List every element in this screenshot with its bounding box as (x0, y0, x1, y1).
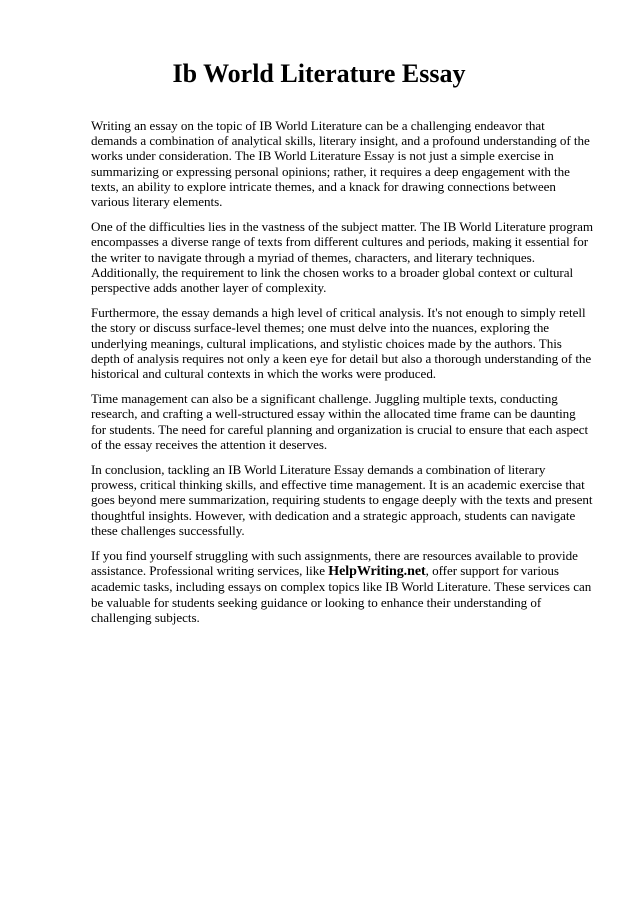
paragraph-resources (91, 548, 593, 625)
helpwriting-link[interactable]: HelpWriting.net (328, 564, 426, 580)
document-body (91, 118, 593, 635)
paragraph-difficulties: One of the difficulties lies in the vastness of the subject matter. The IB World Literature program encompasses a diverse range of texts from different cultures and periods, making it essential for the writer to navigate through a myriad of themes, characters, and literary techniques. Additionally, the requirement to link the chosen works to a broader global context or cultural perspective adds another layer of complexity. (91, 219, 593, 296)
document-title: Ib World Literature Essay (172, 59, 466, 88)
paragraph-critical-analysis: Furthermore, the essay demands a high level of critical analysis. It's not enough to simply retell the story or discuss surface-level themes; one must delve into the nuances, exploring the underlying meanings, cultural implications, and stylistic choices made by the authors. This depth of analysis requires not only a keen eye for detail but also a thorough understanding of the historical and cultural contexts in which the works were produced. (91, 305, 592, 382)
paragraph-conclusion: In conclusion, tackling an IB World Literature Essay demands a combination of literary prowess, critical thinking skills, and effective time management. It is an academic exercise that goes beyond mere summarization, requiring students to engage deeply with the texts and present thoughtful insights. However, with dedication and a strategic approach, students can navigate these challenges successfully. (91, 462, 593, 538)
paragraph-intro: Writing an essay on the topic of IB World Literature can be a challenging endeavor that demands a combination of analytical skills, literary insight, and a profound understanding of the works under consideration. The IB World Literature Essay is not just a simple exercise in summarizing or expressing personal opinions; rather, it requires a deep engagement with the texts, an ability to explore intricate themes, and a knack for drawing connections between various literary elements. (91, 118, 590, 210)
paragraph-time-management: Time management can also be a significant challenge. Juggling multiple texts, conducting research, and crafting a well-structured essay within the allocated time frame can be daunting for students. The need for careful planning and organization is crucial to ensure that each aspect of the essay receives the attention it deserves. (91, 391, 589, 452)
resources-text-after-link: , offer support for various academic tasks, including essays on complex topics like IB World Literature. These services can be valuable for students seeking guidance or looking to enhance their understanding of challenging subjects. (91, 563, 592, 625)
resources-text-before-link: If you find yourself struggling with such assignments, there are resources available to provide assistance. Professional writing services, like (91, 548, 578, 579)
